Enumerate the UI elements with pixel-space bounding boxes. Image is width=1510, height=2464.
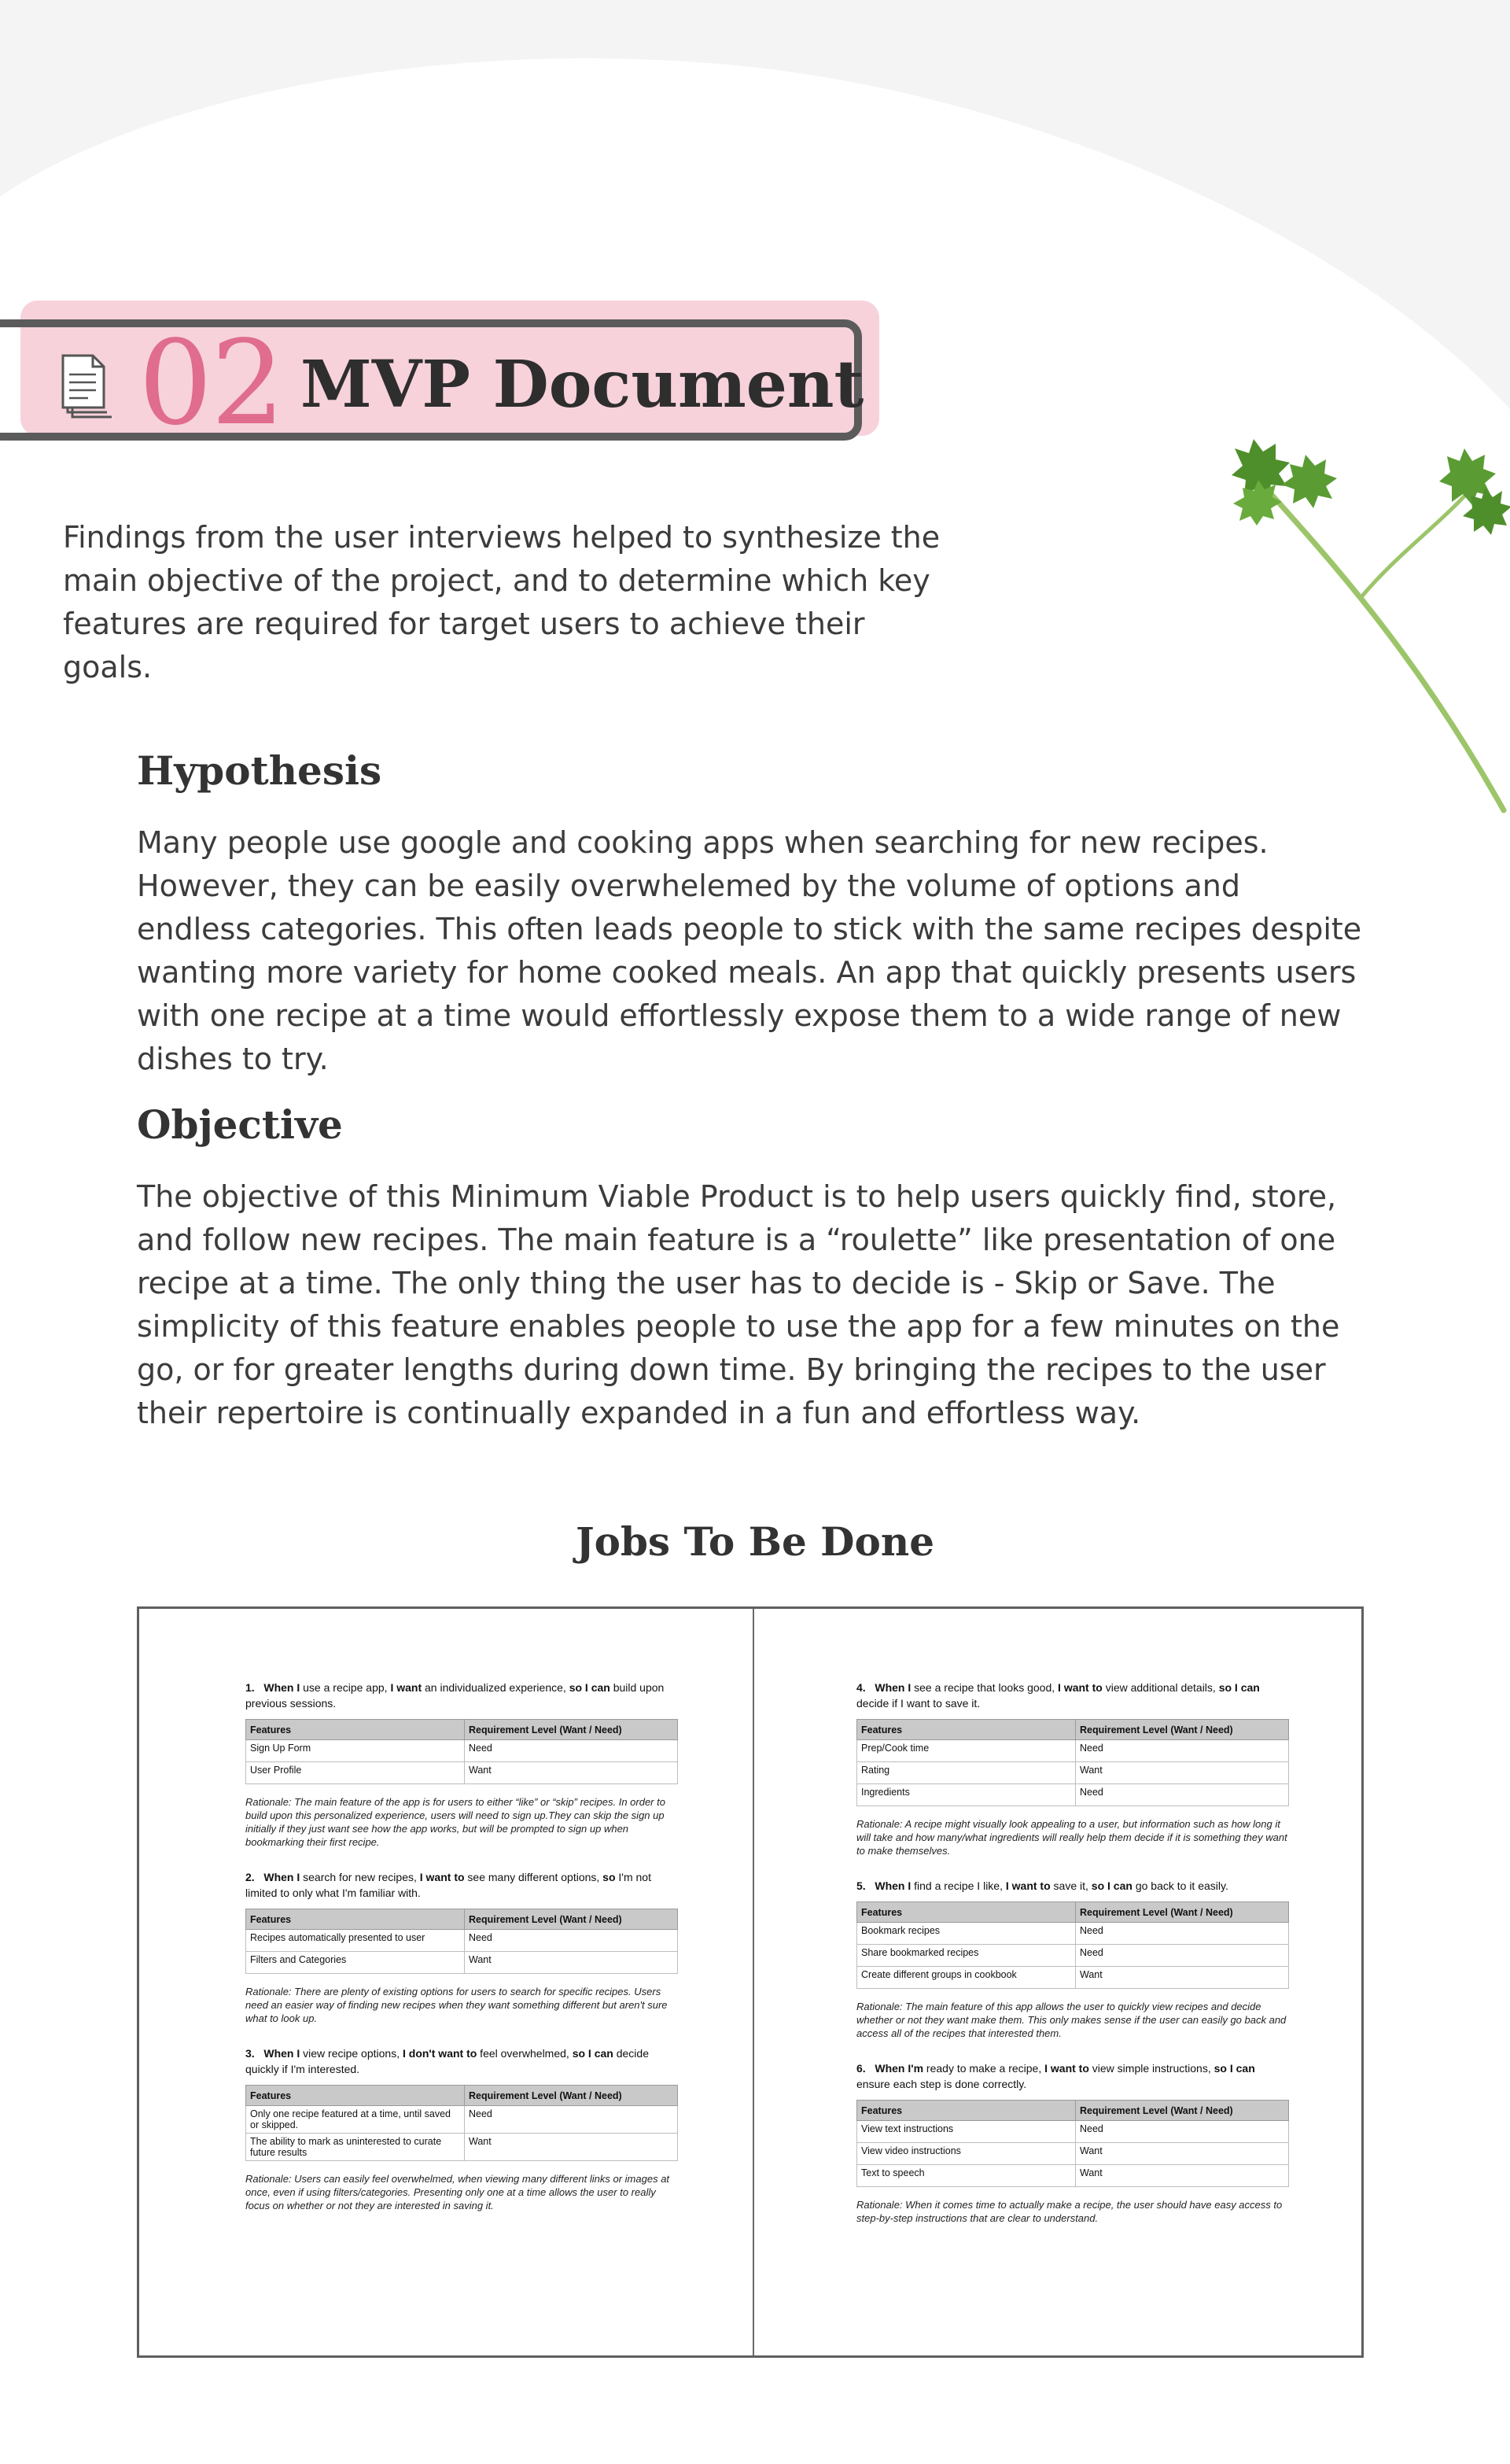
table-row: [857, 2121, 1289, 2143]
requirement-cell: Want: [1076, 1967, 1289, 1989]
job-rationale: Rationale: The main feature of this app allows the user to quickly view recipes and decide whether or not they want make them. This only makes sense if the user can easily go back and access all of the recipes that interested them.: [856, 2001, 1287, 2039]
requirements-table: [245, 2085, 678, 2161]
job-item: [856, 1878, 1289, 2040]
table-row: [857, 2143, 1289, 2165]
table-header-cell: Features: [857, 2101, 1076, 2121]
job-statement-part: I want to: [1058, 1681, 1103, 1694]
job-statement-part: save it,: [1050, 1879, 1092, 1892]
objective-body: The objective of this Minimum Viable Product is to help users quickly find, store, and follow new recipes. The main feature is a “roulette” like presentation of one recipe at a time. The only thing the user has to decide is - Skip or Save. The simplicity of this feature enables people to use the app for a few minutes on the go, or for greater lengths during down time. By bringing the recipes to the user their repertoire is continually expanded in a fun and effortless way.: [137, 1179, 1340, 1430]
requirement-cell: Want: [465, 2134, 678, 2161]
jobs-column-left: [245, 1680, 678, 2233]
job-number: 3.: [245, 2047, 255, 2060]
job-item: [856, 2060, 1289, 2225]
job-statement-part: so I can: [1218, 1681, 1260, 1694]
job-statement-part: ready to make a recipe,: [923, 2062, 1045, 2075]
job-statement-part: build upon previous sessions.: [245, 1681, 665, 1710]
table-header-cell: Requirement Level (Want / Need): [1076, 2101, 1289, 2121]
job-statement-part: I want to: [1005, 1879, 1051, 1892]
table-row: [857, 1945, 1289, 1967]
requirements-table: [856, 2100, 1289, 2187]
table-header-cell: Features: [246, 1720, 465, 1740]
job-statement-part: so: [602, 1871, 616, 1883]
feature-cell: Filters and Categories: [246, 1952, 465, 1974]
requirement-cell: Need: [465, 2106, 678, 2134]
job-statement-part: I want to: [1044, 2062, 1089, 2075]
hypothesis-body: Many people use google and cooking apps when searching for new recipes. However, they can be easily overwhelemed by the volume of options and endless categories. This often leads people to stick with the same recipes despite wanting more variety for home cooked meals. An app that quickly presents users with one recipe at a time would effortlessly expose them to a wide range of new dishes to try.: [137, 825, 1362, 1076]
job-statement-part: When I: [263, 1871, 300, 1883]
jobs-heading: Jobs To Be Done: [575, 1518, 935, 1565]
job-statement: [245, 1680, 678, 1711]
job-statement-part: When I: [263, 2047, 300, 2060]
table-header-cell: Features: [246, 2086, 465, 2106]
job-rationale: Rationale: Users can easily feel overwhelmed, when viewing many different links or images at once, even if using filters/categories. Presenting only one at a time allows the user to really focus on whether or not they are interested in saving it.: [245, 2173, 670, 2211]
job-item: [245, 1869, 678, 2025]
requirement-cell: Want: [465, 1952, 678, 1974]
job-rationale: Rationale: The main feature of the app is for users to either “like” or “skip” recipes. In order to build upon this personalized experience, users will need to sign up.They can skip the sign up initially if they just want see how the app works, but will be prompted to sign up when bookmarking their first recipe.: [245, 1796, 665, 1848]
table-header-cell: Features: [246, 1909, 465, 1930]
job-statement-part: view simple instructions,: [1088, 2062, 1214, 2075]
job-statement: [245, 2045, 678, 2077]
feature-cell: View text instructions: [857, 2121, 1076, 2143]
table-header-cell: Requirement Level (Want / Need): [465, 2086, 678, 2106]
requirement-cell: Need: [465, 1930, 678, 1952]
table-header-cell: Requirement Level (Want / Need): [465, 1909, 678, 1930]
objective-heading: Objective: [137, 1101, 343, 1148]
job-statement-part: When I: [263, 1681, 300, 1694]
requirement-cell: Want: [1076, 2165, 1289, 2187]
job-statement-part: use a recipe app,: [300, 1681, 391, 1694]
page-divider: [753, 1609, 754, 2355]
requirement-cell: Want: [1076, 2143, 1289, 2165]
job-statement-part: I'm not limited to only what I'm familiar with.: [245, 1871, 651, 1899]
table-header-row: [246, 1909, 678, 1930]
document-icon: [61, 354, 118, 420]
job-statement: [856, 1680, 1289, 1711]
table-row: [246, 1952, 678, 1974]
feature-cell: Bookmark recipes: [857, 1923, 1076, 1945]
job-statement: [856, 2060, 1289, 2092]
job-item: [245, 2045, 678, 2212]
job-rationale: Rationale: When it comes time to actually make a recipe, the user should have easy access to step-by-step instructions that are clear to understand.: [856, 2199, 1283, 2224]
job-statement-part: I want: [390, 1681, 422, 1694]
table-row: [246, 1930, 678, 1952]
job-statement-part: When I: [875, 1681, 912, 1694]
table-row: [857, 1740, 1289, 1762]
job-statement-part: so I can: [1214, 2062, 1255, 2075]
job-rationale: Rationale: There are plenty of existing options for users to search for specific recipes. Users need an easier way of finding new recipes when they want something different but aren't sure what to look up.: [245, 1986, 668, 2024]
feature-cell: Ingredients: [857, 1784, 1076, 1806]
job-statement: [856, 1878, 1289, 1894]
requirements-table: [856, 1719, 1289, 1806]
job-item: [245, 1680, 678, 1849]
job-number: 4.: [856, 1681, 866, 1694]
feature-cell: The ability to mark as uninterested to curate future results: [246, 2134, 465, 2161]
hypothesis-heading: Hypothesis: [137, 747, 382, 794]
table-header-cell: Features: [857, 1720, 1076, 1740]
job-statement-part: so I can: [1091, 1879, 1132, 1892]
feature-cell: User Profile: [246, 1762, 465, 1784]
job-statement-part: see many different options,: [464, 1871, 603, 1883]
job-number: 6.: [856, 2062, 866, 2075]
job-statement-part: see a recipe that looks good,: [911, 1681, 1059, 1694]
table-header-row: [857, 1720, 1289, 1740]
table-header-row: [246, 1720, 678, 1740]
job-number: 2.: [245, 1871, 255, 1883]
requirement-cell: Need: [1076, 1784, 1289, 1806]
job-statement-part: decide if I want to save it.: [856, 1697, 981, 1710]
table-header-cell: Requirement Level (Want / Need): [1076, 1720, 1289, 1740]
feature-cell: Share bookmarked recipes: [857, 1945, 1076, 1967]
requirement-cell: Need: [1076, 1740, 1289, 1762]
job-statement-part: search for new recipes,: [300, 1871, 420, 1883]
job-statement-part: I don't want to: [402, 2047, 477, 2060]
requirement-cell: Need: [1076, 2121, 1289, 2143]
section-number: 02: [138, 315, 284, 451]
feature-cell: Sign Up Form: [246, 1740, 465, 1762]
parsley-illustration: [1211, 433, 1510, 826]
requirement-cell: Need: [1076, 1923, 1289, 1945]
requirements-table: [856, 1901, 1289, 1989]
jobs-document-image: [137, 1606, 1364, 2358]
table-header-cell: Requirement Level (Want / Need): [465, 1720, 678, 1740]
table-row: [857, 1923, 1289, 1945]
job-item: [856, 1680, 1289, 1857]
table-row: [246, 2106, 678, 2134]
job-statement-part: I want to: [419, 1871, 465, 1883]
table-header-row: [246, 2086, 678, 2106]
feature-cell: Prep/Cook time: [857, 1740, 1076, 1762]
job-statement-part: feel overwhelmed,: [477, 2047, 573, 2060]
table-row: [246, 1762, 678, 1784]
page-title: MVP Document: [300, 347, 864, 422]
table-header-row: [857, 2101, 1289, 2121]
feature-cell: Recipes automatically presented to user: [246, 1930, 465, 1952]
job-statement-part: When I: [875, 1879, 912, 1892]
job-statement: [245, 1869, 678, 1901]
table-header-row: [857, 1902, 1289, 1923]
job-statement-part: ensure each step is done correctly.: [856, 2078, 1027, 2090]
feature-cell: Text to speech: [857, 2165, 1076, 2187]
job-number: 5.: [856, 1879, 866, 1892]
feature-cell: Only one recipe featured at a time, until saved or skipped.: [246, 2106, 465, 2134]
table-row: [857, 1762, 1289, 1784]
job-statement-part: so I can: [572, 2047, 613, 2060]
job-statement-part: find a recipe I like,: [911, 1879, 1006, 1892]
intro-paragraph: Findings from the user interviews helped to synthesize the main objective of the project, and to determine which key features are required for target users to achieve their goals.: [63, 520, 941, 684]
job-statement-part: go back to it easily.: [1132, 1879, 1228, 1892]
requirement-cell: Want: [1076, 1762, 1289, 1784]
table-row: [857, 1967, 1289, 1989]
job-statement-part: so I can: [569, 1681, 610, 1694]
table-row: [246, 2134, 678, 2161]
job-statement-part: view additional details,: [1102, 1681, 1219, 1694]
feature-cell: View video instructions: [857, 2143, 1076, 2165]
job-statement-part: When I'm: [875, 2062, 924, 2075]
job-rationale: Rationale: A recipe might visually look appealing to a user, but information such as how long it will take and how many/what ingredients will really help them decide if it is something they want to make themselves.: [856, 1818, 1287, 1857]
table-header-cell: Requirement Level (Want / Need): [1076, 1902, 1289, 1923]
jobs-column-right: [856, 1680, 1289, 2245]
job-number: 1.: [245, 1681, 255, 1694]
section-title-banner: [0, 301, 881, 458]
table-row: [857, 1784, 1289, 1806]
requirement-cell: Need: [465, 1740, 678, 1762]
feature-cell: Create different groups in cookbook: [857, 1967, 1076, 1989]
requirements-table: [245, 1909, 678, 1974]
job-statement-part: an individualized experience,: [422, 1681, 569, 1694]
requirements-table: [245, 1719, 678, 1784]
job-statement-part: view recipe options,: [300, 2047, 403, 2060]
job-statement-part: decide quickly if I'm interested.: [245, 2047, 649, 2075]
table-header-cell: Features: [857, 1902, 1076, 1923]
feature-cell: Rating: [857, 1762, 1076, 1784]
table-row: [246, 1740, 678, 1762]
table-row: [857, 2165, 1289, 2187]
requirement-cell: Want: [465, 1762, 678, 1784]
requirement-cell: Need: [1076, 1945, 1289, 1967]
